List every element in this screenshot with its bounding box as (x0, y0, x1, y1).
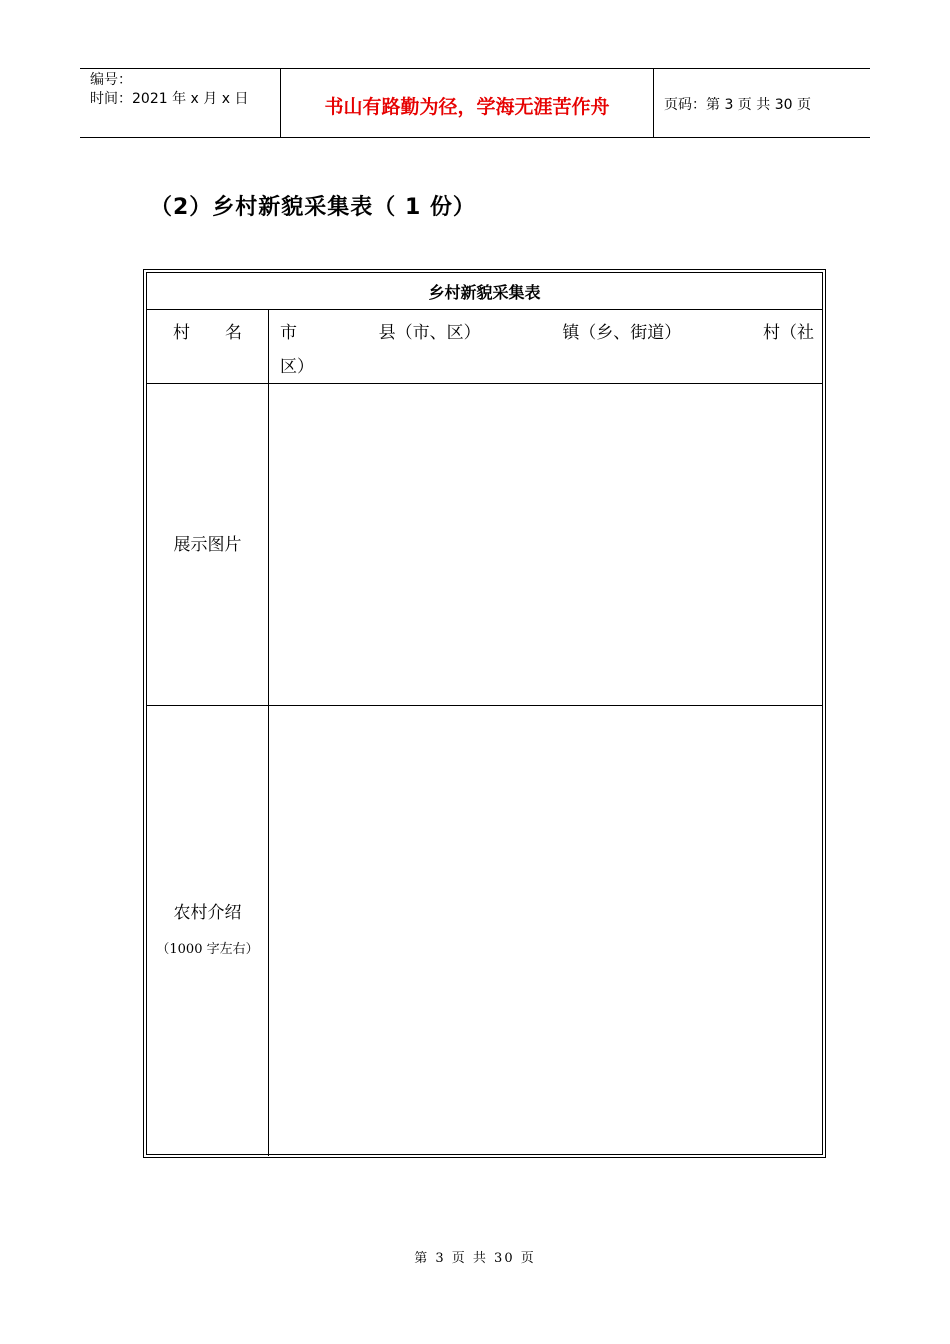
label-char-village: 村 (173, 323, 190, 343)
photo-row (147, 384, 822, 706)
header-meta (80, 69, 281, 137)
county-part: 县（市、区） (378, 323, 481, 343)
label-char-name: 名 (225, 323, 242, 343)
photo-label-cell (147, 384, 269, 705)
village-part: 村（社 (762, 323, 814, 343)
collection-form (143, 269, 826, 1158)
number-label: 编号： (90, 72, 132, 88)
document-header (80, 68, 870, 138)
intro-row (147, 706, 822, 1156)
form-title: 乡村新貌采集表 (147, 273, 822, 310)
header-motto: 书山有路勤为径，学海无涯苦作舟 (281, 69, 654, 137)
header-page-info: 页码：第 3 页 共 30 页 (664, 97, 811, 113)
intro-field[interactable] (270, 706, 822, 1156)
time-label: 时间：2021 年 x 月 x 日 (90, 91, 249, 107)
collection-form-inner (146, 272, 823, 1155)
city-part: 市 (280, 323, 297, 343)
town-part: 镇（乡、街道） (562, 323, 682, 343)
intro-label: 农村介绍 (173, 903, 242, 923)
community-part: 区） (280, 357, 314, 377)
intro-label-cell (147, 706, 269, 1156)
page-footer: 第 3 页 共 30 页 (414, 1251, 536, 1266)
section-title: （2）乡村新貌采集表（ 1 份） (150, 195, 476, 220)
intro-note: （1000 字左右） (156, 942, 259, 957)
village-name-label (147, 310, 269, 383)
photo-label: 展示图片 (173, 535, 242, 555)
village-name-field[interactable] (270, 310, 822, 383)
photo-field[interactable] (270, 384, 822, 705)
village-name-row (147, 310, 822, 384)
village-name-line (280, 318, 814, 343)
